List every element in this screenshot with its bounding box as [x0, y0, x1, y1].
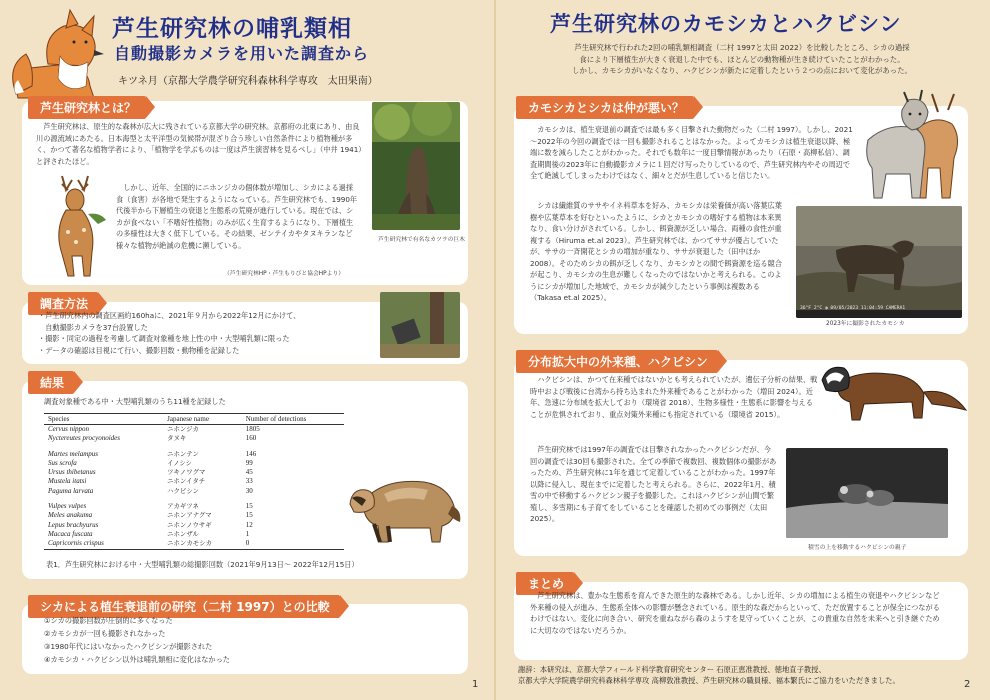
species-cell: Ursus thibetanus	[48, 468, 96, 477]
lead-text	[532, 42, 952, 77]
count-cell: 1	[245, 529, 250, 538]
table-row	[44, 539, 344, 549]
hakubishin-paragraph-1	[530, 374, 818, 420]
intro-heading: 芦生研究林とは？	[28, 96, 146, 119]
fox-illustration	[8, 6, 108, 102]
compare-item-4: ④カモシカ・ハクビシン以外は哺乳類相に変化はなかった	[44, 655, 230, 664]
compare-item-2: ②カモシカが一回も撮影されなかった	[44, 629, 166, 638]
japanese-cell: アカギツネ	[167, 502, 199, 511]
species-cell: Nyctereutes procyonoides	[48, 434, 120, 443]
table-row	[44, 444, 344, 459]
civet-photo-caption: 積雪の上を移動するハクビシンの親子	[808, 545, 907, 551]
page-number-2: 2	[964, 679, 971, 690]
japanese-cell: タヌキ	[167, 434, 187, 443]
lead-line-1: 芦生研究林で行われた2回の哺乳類相調査（二村 1997と太田 2022）を比較したところ、シカの過採	[574, 43, 910, 52]
table-row	[44, 434, 344, 443]
japanese-cell: ニホンテン	[167, 449, 199, 458]
raccoon-dog-illustration	[344, 470, 464, 546]
lead-line-2: 食により下層植生が大きく衰退した中でも、ほとんどの動物種が生き続けていたことがわかった。	[579, 54, 905, 64]
col-species: Species	[44, 414, 163, 425]
kamoshika-text-2: シカは繊維質のササやイネ科草本を好み、カモシカは栄養価が高い落葉広葉樹や広葉草本を好むといったように、シカとカモシカの嗜好する植物は本来異なり、食い分けがされている。しかし、餌資源が乏しい場合、両種の食性が重複する（Hiruma et.al 2023）。芦生研究林では、かつてササが優占していたが、ササの一斉開花とシカの増加が重なり、ササが衰退した（田中ほか 2008）。そのためシカの餌が乏しくなり、カモシカとの間で餌資源を巡る競合が起こり、カモシカの生息が難しくなったのではないかと考えられる。このようにシカが増加した地域で、カモシカが減少したという事例は複数ある（Takasa et.al 2025）。	[530, 201, 782, 302]
japanese-cell: ニホンイタチ	[167, 477, 206, 486]
species-cell: Cervus nippon	[48, 425, 90, 433]
results-heading: 結果	[28, 371, 74, 394]
right-page	[496, 0, 990, 700]
japanese-cell: ニホンアナグマ	[167, 511, 212, 520]
species-cell: Meles anakuma	[48, 511, 93, 520]
count-cell: 1805	[245, 425, 260, 433]
camera-trap-photo	[380, 292, 460, 358]
species-cell: Macaca fuscata	[48, 529, 93, 538]
summary-heading: まとめ	[516, 572, 574, 595]
count-cell: 146	[245, 449, 257, 458]
species-cell: Vulpes vulpes	[48, 502, 87, 511]
thanks-line-2: 京都大学大学院農学研究科森林科学専攻 高柳敦准教授、芦生研究林の職員様、福本繁氏にご協力をいただきました。	[518, 676, 900, 685]
intro-paragraph-2	[116, 182, 360, 251]
masked-palm-civet-illustration	[820, 358, 968, 426]
count-cell: 15	[245, 511, 253, 520]
kamoshika-paragraph-1	[530, 124, 856, 182]
japanese-cell: ニホンジカ	[167, 425, 199, 433]
compare-item-3: ③1980年代にはいなかったハクビシンが撮影された	[44, 642, 213, 651]
species-cell: Mustela itatsi	[48, 477, 87, 486]
method-heading: 調査方法	[28, 292, 98, 315]
table-header-row	[44, 414, 344, 425]
compare-list	[44, 614, 230, 666]
species-cell: Paguma larvata	[48, 486, 94, 495]
table-row	[44, 496, 344, 511]
count-cell: 15	[245, 502, 253, 511]
page-subtitle: 自動撮影カメラを用いた調査から	[114, 44, 370, 63]
intro-paragraph-1	[36, 121, 362, 167]
japanese-cell: ツキノワグマ	[167, 468, 206, 477]
deer-illustration	[48, 172, 112, 280]
species-cell: Capricornis crispus	[44, 539, 163, 549]
count-cell: 0	[242, 539, 344, 549]
hakubishin-paragraph-2	[530, 444, 778, 525]
results-intro: 調査対象種である中・大型哺乳類のうち11種を記録した	[44, 397, 226, 406]
katsura-photo-caption: 芦生研究林で有名なカツラの巨木	[378, 237, 465, 243]
intro-text-1: 芦生研究林は、原生的な森林が広大に残されている京都大学の研究林。京都府の北東にあり、由良川の源流域にあたる。日本海型と太平洋型の気候帯が混ざり合う珍しい自然条件により植物種が多く、かつて著名な植物学者により、「植物学を学ぶものは一度は芦生演習林を見るべし」（中井 1941）と評されたほど。	[36, 122, 362, 166]
hakubishin-text-2: 芦生研究林では1997年の調査では目撃されなかったハクビシンだが、今回の調査では30回も撮影された。全ての季節で複数回、複数個体の撮影があったため、芦生研究林に1年を通じて定着していることがわかった。1997年以降に侵入し、現在までに定着したと考えられる。さらに、2022年1月、積雪の中で移動するハクビシン親子を撮影した。これはハクビシンが山間で繁殖し、多雪期にも子育てをしていることを確認した初めての事例だ（太田 2025）。	[530, 445, 777, 523]
japanese-cell: ニホンノウサギ	[167, 520, 212, 529]
kamoshika-text-1: カモシカは、植生衰退前の調査では最も多く目撃された動物だった（二村 1997）。しかし、2021～2022年の今回の調査では一回も撮影されることはなかった。よってカモシカは植生衰退以降、極端に数を減らしたことがわかった。それでも数年に一度目撃情報があったり（石原・高柳私信）、調査期間後の2023年に自動撮影カメラに１回だけ写ったりしているので、芦生研究林内やその周辺で全て絶滅してしまったわけではなく、細々とだが生息していると信じたい。	[530, 125, 853, 180]
col-detections: Number of detections	[242, 414, 344, 425]
col-japanese-name: Japanese name	[163, 414, 242, 425]
count-cell: 30	[245, 486, 253, 495]
species-cell: Lepus brachyurus	[48, 520, 99, 529]
page-number-1: 1	[472, 679, 479, 690]
detections-table	[44, 413, 344, 550]
cam-stamp: 36°F 2°C ◑ 09/05/2023 11:04:59 CAMERA1	[800, 306, 906, 311]
thanks-line-1: 謝辞：本研究は、京都大学フィールド科学教育研究センター 石原正恵准教授、徳地直子教授、	[518, 665, 826, 674]
intro-text-2: しかし、近年、全国的にニホンジカの個体数が増加し、シカによる過採食（食害）が各地で発生するようになっている。芦生研究林でも、1990年代後半から下層植生の衰退と生態系の荒廃が進行している。現在では、シカが食べない「不嗜好性植物」のみが広く生育するようになり、下層植生の多様性は大きく低下している。その結果、ゼンテイカやタヌキランなど様々な植物が絶滅の危機に瀕している。	[116, 183, 358, 250]
serow-photo-caption: 2023年に撮影されたカモシカ	[826, 321, 905, 327]
kamoshika-paragraph-2	[530, 200, 788, 304]
page-title: 芦生研究林の哺乳類相	[112, 16, 352, 42]
acknowledgements	[518, 664, 900, 686]
species-cell: Sus scrofa	[48, 458, 77, 467]
count-cell: 33	[245, 477, 253, 486]
summary-text: 芦生研究林は、豊かな生態系を育んできた原生的な森林である。しかし近年、シカの増加による植生の衰退やハクビシンなど外来種の侵入が進み、生態系全体への影響が懸念されている。原生的な森だからといって、ただ放置することが保全につながるわけではない。変化に向き合い、研究を重ねながら森のようすを見守っていくことが、この貴重な自然を未来へと引き継ぐために大切なのではないだろうか。	[530, 591, 940, 635]
count-cell: 12	[245, 520, 253, 529]
author-line: キツネ月（京都大学農学研究科森林科学専攻 太田果南）	[118, 76, 378, 87]
katsura-tree-photo	[372, 102, 460, 230]
method-list	[38, 310, 378, 356]
compare-heading: シカによる植生衰退前の研究（二村 1997）との比較	[28, 595, 340, 618]
japanese-cell: イノシシ	[167, 458, 192, 467]
serow-trail-cam-photo	[796, 206, 962, 318]
japanese-cell: ニホンカモシカ	[163, 539, 242, 549]
table-row	[44, 459, 344, 468]
lead-line-3: しかし、カモシカがいなくなり、ハクビシンが新たに定着したという２つの点において変化があった。	[572, 66, 912, 75]
civet-snow-photo	[786, 448, 948, 538]
right-page-title: 芦生研究林のカモシカとハクビシン	[550, 12, 902, 36]
count-cell: 99	[245, 458, 253, 467]
table-caption: 表1．芦生研究林における中・大型哺乳類の総撮影回数（2021年9月13日～ 2022年12月15日）	[46, 560, 359, 569]
summary-paragraph	[530, 590, 944, 636]
species-cell: Martes melampus	[48, 449, 98, 458]
method-item-3: ・撮影・同定の過程を考慮して調査対象種を地上性の中・大型哺乳類に限った	[38, 334, 290, 343]
serow-deer-illustration	[858, 88, 968, 200]
count-cell: 160	[245, 434, 257, 443]
intro-credit: （芦生研究林HP・芦生もりびと協会HPより）	[224, 271, 345, 277]
table-row	[44, 521, 344, 530]
method-item-4: ・データの確認は目視にて行い、撮影回数・動物種を記録した	[38, 345, 240, 355]
table-row	[44, 530, 344, 539]
hakubishin-heading: 分布拡大中の外来種、ハクビシン	[516, 350, 718, 373]
table-row	[44, 487, 344, 496]
method-item-1: ・芦生研究林内の調査区画約160haに、2021年９月から2022年12月にかけて、	[38, 311, 301, 320]
table-row	[44, 425, 344, 435]
hakubishin-text-1: ハクビシンは、かつて在来種ではないかとも考えられていたが、遺伝子分析の結果、戦時中および戦後に台湾から持ち込まれた外来種であることがわかった（増田 2024）。近年、急速に分布域を拡大しており（環境省 2018）、生物多様性・生態系に影響を与えることが危惧されており、重点対策外来種にも指定されている（環境省 2015）。	[530, 375, 818, 419]
japanese-cell: ニホンザル	[167, 529, 199, 538]
table-row	[44, 511, 344, 520]
japanese-cell: ハクビシン	[167, 486, 199, 495]
table-row	[44, 477, 344, 486]
compare-item-1: ①シカの撮影回数が圧倒的に多くなった	[44, 616, 173, 625]
count-cell: 45	[245, 468, 253, 477]
method-item-2: 自動撮影カメラを37台設置した	[38, 322, 148, 332]
left-page	[0, 0, 494, 700]
kamoshika-heading: カモシカとシカは仲が悪い？	[516, 96, 694, 119]
